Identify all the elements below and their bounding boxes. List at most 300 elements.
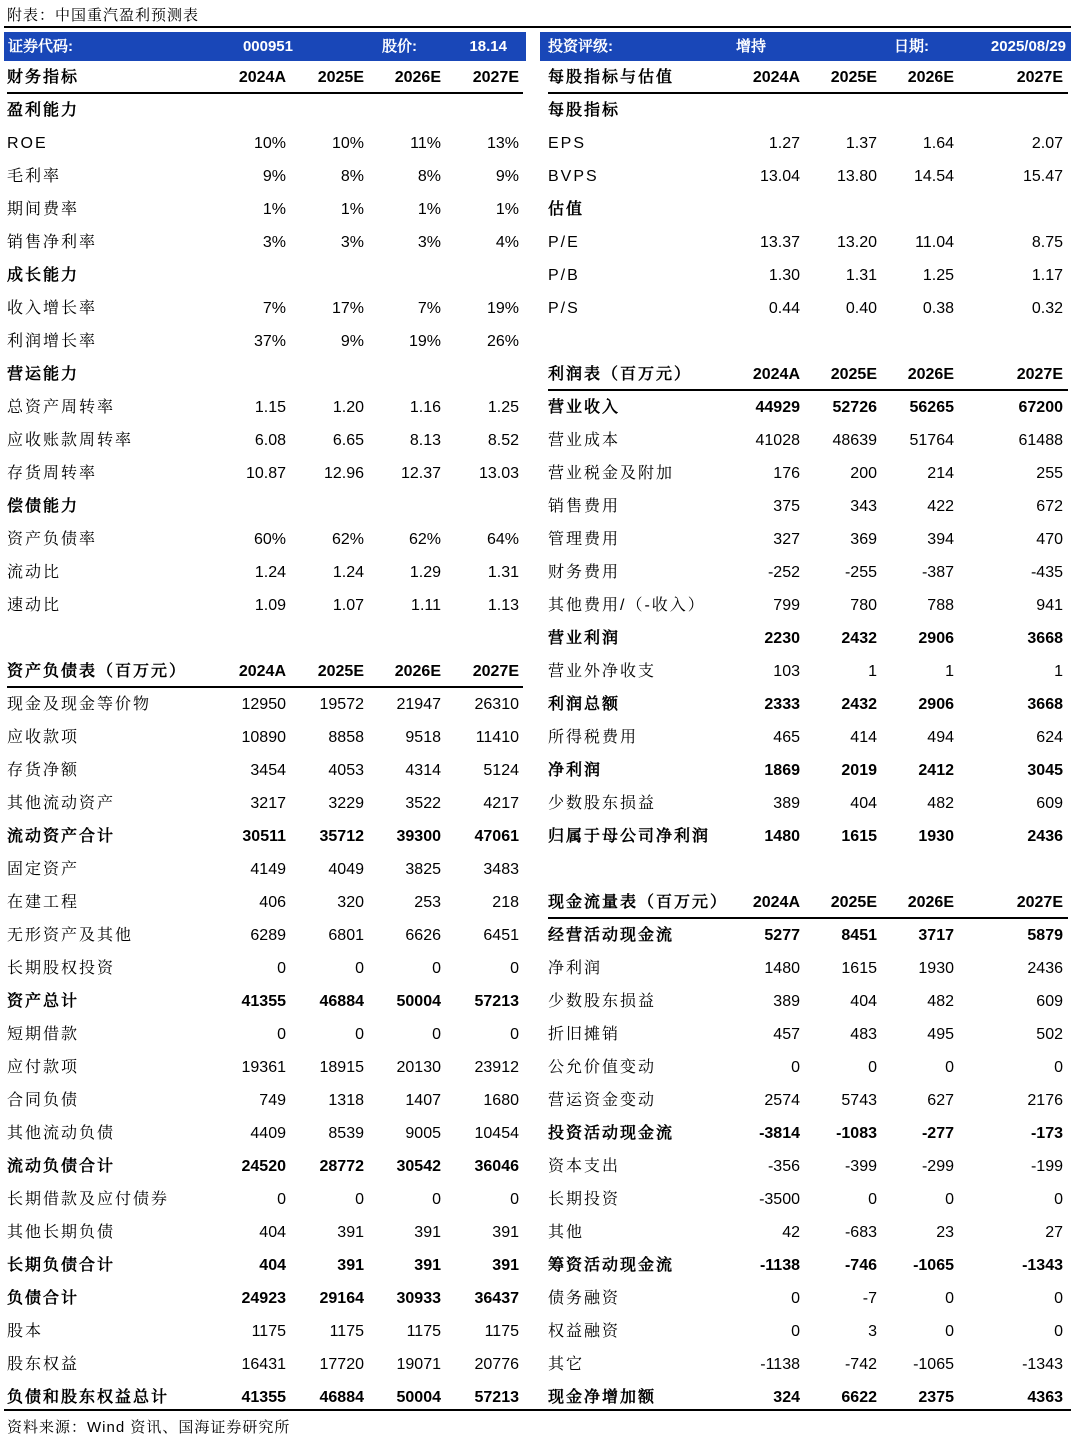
- table-row: [548, 952, 1068, 985]
- cell-value: 62%: [331, 531, 364, 548]
- cell-value: 9518: [405, 729, 441, 746]
- cell-value: 37%: [253, 333, 286, 350]
- cell-value: 5124: [483, 762, 519, 779]
- table-row: [548, 1249, 1068, 1282]
- cell-value: -746: [844, 1257, 877, 1274]
- cell-value: 27: [1045, 1224, 1063, 1241]
- cell-value: -199: [1030, 1158, 1063, 1175]
- cell-value: 10.87: [245, 465, 286, 482]
- row-label: 营业成本: [548, 432, 621, 449]
- row-label: 利润总额: [548, 696, 621, 713]
- cell-value: 406: [259, 894, 286, 911]
- cell-value: 0: [868, 1191, 877, 1208]
- row-label: 其他流动资产: [7, 795, 116, 812]
- cell-value: 8858: [328, 729, 364, 746]
- row-label: 销售费用: [548, 498, 621, 515]
- cell-value: 24520: [241, 1158, 286, 1175]
- cell-value: 1%: [495, 201, 519, 218]
- right-column-tables: [548, 61, 1068, 1414]
- cell-value: 64%: [486, 531, 519, 548]
- cell-value: 6626: [405, 927, 441, 944]
- cell-value: 3045: [1027, 762, 1063, 779]
- table-row: [548, 391, 1068, 424]
- cell-value: 0.38: [922, 300, 954, 317]
- cell-value: 494: [927, 729, 954, 746]
- cell-value: 18915: [319, 1059, 364, 1076]
- info-bar-left: [4, 32, 526, 61]
- row-label: 债务融资: [548, 1290, 621, 1307]
- row-label: 流动资产合计: [7, 828, 116, 845]
- cell-value: 1175: [329, 1323, 364, 1340]
- row-label: 应付款项: [7, 1059, 80, 1076]
- row-label: 流动负债合计: [7, 1158, 116, 1175]
- row-label: 营运资金变动: [548, 1092, 657, 1109]
- date-value: 2025/08/29: [990, 38, 1066, 55]
- cell-value: 4409: [250, 1125, 286, 1142]
- row-label: 负债合计: [7, 1290, 80, 1307]
- cell-value: 941: [1036, 597, 1063, 614]
- cell-value: 1.20: [332, 399, 364, 416]
- row-label: BVPS: [548, 168, 599, 185]
- table-row: [7, 1249, 523, 1282]
- cell-value: 7%: [262, 300, 286, 317]
- cell-value: 2024A: [238, 69, 286, 86]
- cell-value: 1.16: [409, 399, 441, 416]
- row-label: 在建工程: [7, 894, 80, 911]
- cell-value: 44929: [755, 399, 800, 416]
- row-label: 营业利润: [548, 630, 621, 647]
- cell-value: 457: [773, 1026, 800, 1043]
- cell-value: 8.52: [487, 432, 519, 449]
- cell-value: 1.37: [845, 135, 877, 152]
- row-label: 毛利率: [7, 168, 62, 185]
- table-row: [7, 1150, 523, 1183]
- page-title: 附表：中国重汽盈利预测表: [7, 7, 200, 24]
- cell-value: 3522: [405, 795, 441, 812]
- row-label: 每股指标与估值: [548, 69, 675, 86]
- row-label: 存货净额: [7, 762, 80, 779]
- cell-value: 2436: [1027, 960, 1063, 977]
- cell-value: 61488: [1018, 432, 1063, 449]
- cell-value: 3825: [405, 861, 441, 878]
- table-header-row: [548, 886, 1068, 919]
- cell-value: 30542: [396, 1158, 441, 1175]
- cell-value: 327: [773, 531, 800, 548]
- cell-value: 13%: [486, 135, 519, 152]
- table-row: [7, 688, 523, 721]
- table-header-row: [7, 61, 523, 94]
- row-label: 权益融资: [548, 1323, 621, 1340]
- cell-value: 1480: [764, 960, 800, 977]
- cell-value: 6451: [483, 927, 519, 944]
- table-row: [548, 1084, 1068, 1117]
- row-label: P/B: [548, 267, 580, 284]
- cell-value: 3: [868, 1323, 877, 1340]
- cell-value: 26310: [474, 696, 519, 713]
- cell-value: 51764: [909, 432, 954, 449]
- table-row: [548, 1150, 1068, 1183]
- cell-value: 1.24: [254, 564, 286, 581]
- cell-value: 6.08: [254, 432, 286, 449]
- cell-value: 2412: [918, 762, 954, 779]
- table-row: [548, 1216, 1068, 1249]
- cell-value: 2025E: [830, 894, 877, 911]
- cell-value: 0: [791, 1059, 800, 1076]
- cell-value: 200: [850, 465, 877, 482]
- cell-value: 0: [510, 1026, 519, 1043]
- cell-value: 6801: [328, 927, 364, 944]
- table-row: [548, 556, 1068, 589]
- row-label: 每股指标: [548, 102, 621, 119]
- table-row: [548, 919, 1068, 952]
- cell-value: 9005: [405, 1125, 441, 1142]
- cell-value: 8.75: [1031, 234, 1063, 251]
- table-row: [7, 1348, 523, 1381]
- rating-label: 投资评级:: [548, 38, 613, 55]
- cell-value: 0: [1054, 1059, 1063, 1076]
- cell-value: 1615: [841, 828, 877, 845]
- cell-value: 2026E: [394, 663, 441, 680]
- cell-value: 404: [259, 1257, 286, 1274]
- table-row: [7, 952, 523, 985]
- cell-value: 5743: [841, 1092, 877, 1109]
- cell-value: 0: [277, 1191, 286, 1208]
- cell-value: 391: [492, 1224, 519, 1241]
- cell-value: -3814: [759, 1125, 800, 1142]
- cell-value: 8451: [841, 927, 877, 944]
- cell-value: 62%: [408, 531, 441, 548]
- cell-value: 0: [945, 1059, 954, 1076]
- row-label: 利润增长率: [7, 333, 98, 350]
- cell-value: 19%: [486, 300, 519, 317]
- cell-value: 0: [945, 1290, 954, 1307]
- cell-value: 0: [432, 1026, 441, 1043]
- cell-value: 2432: [841, 630, 877, 647]
- table-row: [7, 1216, 523, 1249]
- cell-value: 2027E: [472, 663, 519, 680]
- cell-value: 255: [1036, 465, 1063, 482]
- cell-value: 627: [927, 1092, 954, 1109]
- cell-value: 2574: [764, 1092, 800, 1109]
- cell-value: 2027E: [1016, 894, 1063, 911]
- row-label: 财务指标: [7, 69, 80, 86]
- cell-value: 4149: [250, 861, 286, 878]
- cell-value: 2375: [918, 1389, 954, 1406]
- row-label: 合同负债: [7, 1092, 80, 1109]
- row-label: 存货周转率: [7, 465, 98, 482]
- table-row: [7, 622, 523, 655]
- cell-value: 17%: [331, 300, 364, 317]
- table-row: [7, 424, 523, 457]
- cell-value: 391: [337, 1224, 364, 1241]
- price-label: 股价:: [382, 38, 417, 55]
- table-row: [548, 1348, 1068, 1381]
- row-label: 净利润: [548, 762, 603, 779]
- table-row: [7, 292, 523, 325]
- cell-value: -3500: [759, 1191, 800, 1208]
- cell-value: 3483: [483, 861, 519, 878]
- cell-value: 404: [259, 1224, 286, 1241]
- cell-value: 0: [277, 1026, 286, 1043]
- cell-value: 8.13: [409, 432, 441, 449]
- cell-value: 6.65: [332, 432, 364, 449]
- table-row: [548, 721, 1068, 754]
- table-row: [7, 1018, 523, 1051]
- row-label: 负债和股东权益总计: [7, 1389, 170, 1406]
- cell-value: 780: [850, 597, 877, 614]
- table-row: [548, 754, 1068, 787]
- cell-value: 799: [773, 597, 800, 614]
- table-row: [548, 292, 1068, 325]
- cell-value: 4363: [1027, 1389, 1063, 1406]
- cell-value: 1930: [918, 828, 954, 845]
- row-label: 其他: [548, 1224, 585, 1241]
- cell-value: 2025E: [317, 663, 364, 680]
- cell-value: 5879: [1027, 927, 1063, 944]
- cell-value: 2024A: [752, 894, 800, 911]
- table-row: [7, 985, 523, 1018]
- cell-value: 2176: [1027, 1092, 1063, 1109]
- section-heading-row: [7, 94, 523, 127]
- row-label: 营业外净收支: [548, 663, 657, 680]
- cell-value: 41028: [755, 432, 800, 449]
- row-label: 长期投资: [548, 1191, 621, 1208]
- cell-value: 749: [259, 1092, 286, 1109]
- cell-value: 391: [414, 1257, 441, 1274]
- left-column-tables: [7, 61, 523, 1414]
- cell-value: -7: [862, 1290, 877, 1307]
- cell-value: 3217: [250, 795, 286, 812]
- row-label: 盈利能力: [7, 102, 80, 119]
- cell-value: 0: [277, 960, 286, 977]
- cell-value: 391: [337, 1257, 364, 1274]
- title-divider: [4, 26, 1071, 28]
- row-label: 现金净增加额: [548, 1389, 657, 1406]
- cell-value: 0: [510, 960, 519, 977]
- cell-value: 10454: [474, 1125, 519, 1142]
- cell-value: 8%: [340, 168, 364, 185]
- cell-value: 2025E: [830, 69, 877, 86]
- table-row: [7, 1051, 523, 1084]
- row-label: 现金及现金等价物: [7, 696, 152, 713]
- row-label: 长期借款及应付债券: [7, 1191, 170, 1208]
- cell-value: 0: [510, 1191, 519, 1208]
- cell-value: 13.04: [759, 168, 800, 185]
- table-header-row: [548, 61, 1068, 94]
- cell-value: 1869: [764, 762, 800, 779]
- row-label: 其它: [548, 1356, 585, 1373]
- cell-value: 36046: [474, 1158, 519, 1175]
- cell-value: 422: [927, 498, 954, 515]
- cell-value: 502: [1036, 1026, 1063, 1043]
- row-label: 利润表（百万元）: [548, 366, 693, 383]
- cell-value: -1138: [759, 1257, 800, 1274]
- cell-value: 103: [773, 663, 800, 680]
- table-row: [7, 589, 523, 622]
- cell-value: 394: [927, 531, 954, 548]
- cell-value: 9%: [262, 168, 286, 185]
- cell-value: -1343: [1022, 1257, 1063, 1274]
- row-label: 收入增长率: [7, 300, 98, 317]
- cell-value: 3668: [1027, 696, 1063, 713]
- row-label: EPS: [548, 135, 587, 152]
- cell-value: 609: [1036, 795, 1063, 812]
- cell-value: 17720: [319, 1356, 364, 1373]
- cell-value: 2.07: [1031, 135, 1063, 152]
- row-label: 估值: [548, 201, 585, 218]
- rating-value: 增持: [736, 38, 767, 55]
- row-label: 成长能力: [7, 267, 80, 284]
- table-row: [7, 787, 523, 820]
- row-label: P/E: [548, 234, 580, 251]
- cell-value: 41355: [241, 993, 286, 1010]
- table-row: [548, 1051, 1068, 1084]
- cell-value: 2026E: [907, 69, 954, 86]
- row-label: 现金流量表（百万元）: [548, 894, 729, 911]
- cell-value: 57213: [474, 993, 519, 1010]
- row-label: P/S: [548, 300, 580, 317]
- cell-value: 13.20: [836, 234, 877, 251]
- table-row: [548, 127, 1068, 160]
- cell-value: 10%: [331, 135, 364, 152]
- cell-value: -252: [767, 564, 800, 581]
- cell-value: 414: [850, 729, 877, 746]
- cell-value: 19%: [408, 333, 441, 350]
- cell-value: 2027E: [472, 69, 519, 86]
- cell-value: 2230: [764, 630, 800, 647]
- cell-value: 0: [945, 1323, 954, 1340]
- footer-divider: [4, 1409, 1071, 1411]
- row-label: 流动比: [7, 564, 62, 581]
- cell-value: 9%: [495, 168, 519, 185]
- cell-value: 1615: [841, 960, 877, 977]
- stock-code-value: 000951: [242, 38, 293, 55]
- cell-value: 11%: [410, 135, 441, 152]
- table-row: [548, 655, 1068, 688]
- cell-value: 39300: [396, 828, 441, 845]
- cell-value: 3668: [1027, 630, 1063, 647]
- cell-value: 19361: [241, 1059, 286, 1076]
- cell-value: 320: [337, 894, 364, 911]
- cell-value: 5277: [764, 927, 800, 944]
- cell-value: 20130: [396, 1059, 441, 1076]
- cell-value: 2333: [764, 696, 800, 713]
- row-label: 资产负债率: [7, 531, 98, 548]
- cell-value: 1.24: [332, 564, 364, 581]
- table-row: [7, 1315, 523, 1348]
- cell-value: 2025E: [317, 69, 364, 86]
- table-row: [7, 721, 523, 754]
- cell-value: 375: [773, 498, 800, 515]
- stock-code-label: 证券代码:: [8, 38, 73, 55]
- cell-value: 482: [927, 993, 954, 1010]
- cell-value: 0: [1054, 1290, 1063, 1307]
- cell-value: -1343: [1022, 1356, 1063, 1373]
- section-heading-row: [7, 490, 523, 523]
- cell-value: 4053: [328, 762, 364, 779]
- source-note: 资料来源：Wind 资讯、国海证券研究所: [7, 1419, 291, 1436]
- cell-value: -277: [921, 1125, 954, 1142]
- cell-value: 389: [773, 993, 800, 1010]
- table-row: [7, 1117, 523, 1150]
- row-label: ROE: [7, 135, 48, 152]
- cell-value: 483: [850, 1026, 877, 1043]
- cell-value: 1.31: [487, 564, 519, 581]
- table-row: [7, 226, 523, 259]
- table-row: [7, 754, 523, 787]
- row-label: 经营活动现金流: [548, 927, 675, 944]
- table-row: [548, 259, 1068, 292]
- cell-value: 2019: [841, 762, 877, 779]
- cell-value: 1318: [328, 1092, 364, 1109]
- cell-value: 0.40: [845, 300, 877, 317]
- cell-value: 624: [1036, 729, 1063, 746]
- cell-value: 1.13: [487, 597, 519, 614]
- row-label: 长期股权投资: [7, 960, 116, 977]
- row-label: 筹资活动现金流: [548, 1257, 675, 1274]
- table-row: [7, 853, 523, 886]
- cell-value: 1175: [406, 1323, 441, 1340]
- table-row: [7, 391, 523, 424]
- cell-value: 0.32: [1031, 300, 1063, 317]
- cell-value: 2906: [918, 630, 954, 647]
- cell-value: 1.17: [1031, 267, 1063, 284]
- cell-value: 404: [850, 795, 877, 812]
- cell-value: 0: [1054, 1191, 1063, 1208]
- table-row: [548, 1315, 1068, 1348]
- cell-value: -387: [921, 564, 954, 581]
- price-value: 18.14: [469, 38, 507, 55]
- table-row: [7, 193, 523, 226]
- cell-value: 46884: [319, 1389, 364, 1406]
- cell-value: 1175: [484, 1323, 519, 1340]
- table-row: [548, 1282, 1068, 1315]
- cell-value: -399: [844, 1158, 877, 1175]
- cell-value: 19071: [396, 1356, 441, 1373]
- cell-value: 3%: [262, 234, 286, 251]
- cell-value: 67200: [1018, 399, 1063, 416]
- cell-value: 28772: [319, 1158, 364, 1175]
- cell-value: 2024A: [238, 663, 286, 680]
- cell-value: 609: [1036, 993, 1063, 1010]
- row-label: 其他流动负债: [7, 1125, 116, 1142]
- row-label: 其他费用/（-收入）: [548, 597, 706, 614]
- cell-value: 20776: [474, 1356, 519, 1373]
- cell-value: 24923: [241, 1290, 286, 1307]
- cell-value: 2024A: [752, 366, 800, 383]
- table-row: [548, 325, 1068, 358]
- cell-value: 218: [492, 894, 519, 911]
- cell-value: 6622: [841, 1389, 877, 1406]
- cell-value: 404: [850, 993, 877, 1010]
- cell-value: -356: [767, 1158, 800, 1175]
- cell-value: 1.31: [845, 267, 877, 284]
- cell-value: 3%: [340, 234, 364, 251]
- cell-value: 12950: [241, 696, 286, 713]
- cell-value: 13.03: [478, 465, 519, 482]
- cell-value: 391: [414, 1224, 441, 1241]
- table-row: [7, 127, 523, 160]
- table-row: [548, 787, 1068, 820]
- cell-value: 56265: [909, 399, 954, 416]
- cell-value: 12.96: [323, 465, 364, 482]
- cell-value: 391: [492, 1257, 519, 1274]
- table-row: [548, 160, 1068, 193]
- row-label: 资产负债表（百万元）: [7, 663, 188, 680]
- cell-value: 2026E: [394, 69, 441, 86]
- cell-value: 324: [773, 1389, 800, 1406]
- cell-value: 1480: [764, 828, 800, 845]
